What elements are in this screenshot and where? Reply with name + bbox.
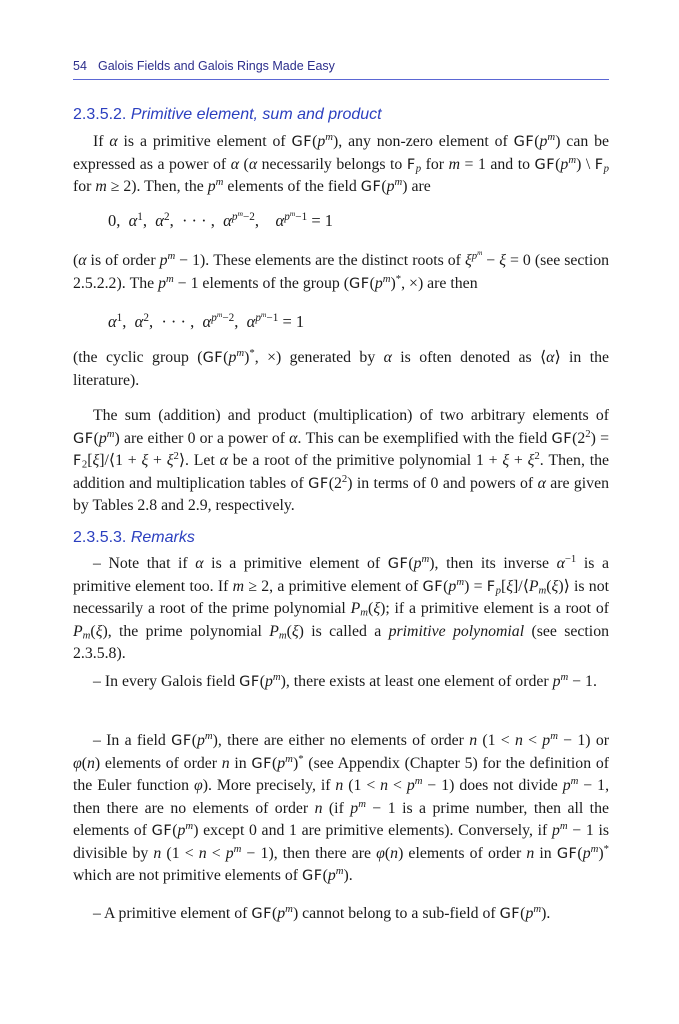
paragraph-cyclic-group: (the cyclic group ($GF(p^m)^*$, ×) generated by α is often denoted as ⟨α⟩ in the literature). (73, 347, 609, 389)
section-heading-remarks (73, 529, 195, 547)
section-heading-primitive-element (73, 106, 382, 124)
paragraph-remark-existence: – In every Galois field $GF(p^m)$, there exists at least one element of order $p^m - 1$. (93, 671, 597, 690)
section-number: 2.3.5.3. (73, 529, 127, 546)
section-title: Primitive element, sum and product (130, 106, 382, 123)
paragraph-order: (α is of order $p^m - 1$). These elements are the distinct roots of $\xi^{p^m} - \xi = 0$ (see section 2.5.2.2). The $p^m - 1$ elements of the group ($GF(p^m)^*$, ×) are then (73, 248, 609, 292)
section-number: 2.3.5.2. (73, 106, 127, 123)
equation-field-elements: 0, $\alpha^1$, $\alpha^2$, · · · , $\alpha^{p^m-2}$, $\alpha^{p^m-1} = 1$ (108, 208, 334, 230)
paragraph-sum-product: The sum (addition) and product (multiplication) of two arbitrary elements of $GF(p^m)$ are either 0 or a power of α. This can be exemplified with the field $GF(2^2)$ = $F_2[\xi]/⟨1 + \xi$ + $\xi^2⟩$. Let α be a root of the primitive polynomial $1 + \xi + \xi^2$. Then, the addition and multiplication tables of $GF(2^2)$ in terms of 0 and powers of α are given by Tables 2.8 and 2.9, respectively. (73, 407, 610, 514)
paragraph-remark-order-n: – In a field $GF(p^m)$, there are either no elements of order n $(1 < n < p^m - 1)$ or φ(n) elements of order n in $GF(p^m)^*$ (see Appendix (Chapter 5) for the definition of the Euler function φ). More precisely, if n $(1 < n < p^m - 1)$ does not divide $p^m - 1$, then there are no elements of order n (if $p^m - 1$ is a prime number, then all the elements of $GF(p^m)$ except 0 and 1 are primitive elements). Conversely, if $p^m - 1$ is divisible by n $(1 < n < p^m - 1)$, then there are φ(n) elements of order n in $GF(p^m)^*$ which are not primitive elements of $GF(p^m)$. (73, 730, 610, 884)
term-primitive-polynomial: primitive polynomial (388, 622, 525, 640)
page-number: 54 (73, 59, 87, 73)
equation-group-elements: $\alpha^1$, $\alpha^2$, · · · , $\alpha^{p^m-2}$, $\alpha^{p^m-1} = 1$ (108, 309, 305, 331)
paragraph-remark-inverse: – Note that if α is a primitive element of $GF(p^m)$, then its inverse $\alpha^{-1}$ is a primitive element too. If m ≥ 2, a primitive element of $GF(p^m)$ = $F_p[\xi]/⟨P_m(\xi)⟩$ is not necessarily a root of the prime polynomial $P_m(\xi)$; if a primitive element is a root of $P_m(\xi)$, the prime polynomial $P_m(\xi)$ is called a primitive polynomial (see section 2.3.5.8). (73, 553, 610, 662)
paragraph-primitive-element: If α is a primitive element of $GF(p^m)$, any non-zero element of $GF(p^m)$ can be expressed as a power of α (α necessarily belongs to $F_p$ for m = 1 and to $GF(p^m)$ \ $F_p$ for m ≥ 2). Then, the $p^m$ elements of the field $GF(p^m)$ are (73, 131, 610, 195)
running-header (73, 57, 609, 80)
paragraph-remark-subfield: – A primitive element of $GF(p^m)$ cannot belong to a sub-field of $GF(p^m)$. (93, 903, 551, 922)
running-title: Galois Fields and Galois Rings Made Easy (98, 59, 335, 73)
section-title: Remarks (130, 529, 195, 546)
